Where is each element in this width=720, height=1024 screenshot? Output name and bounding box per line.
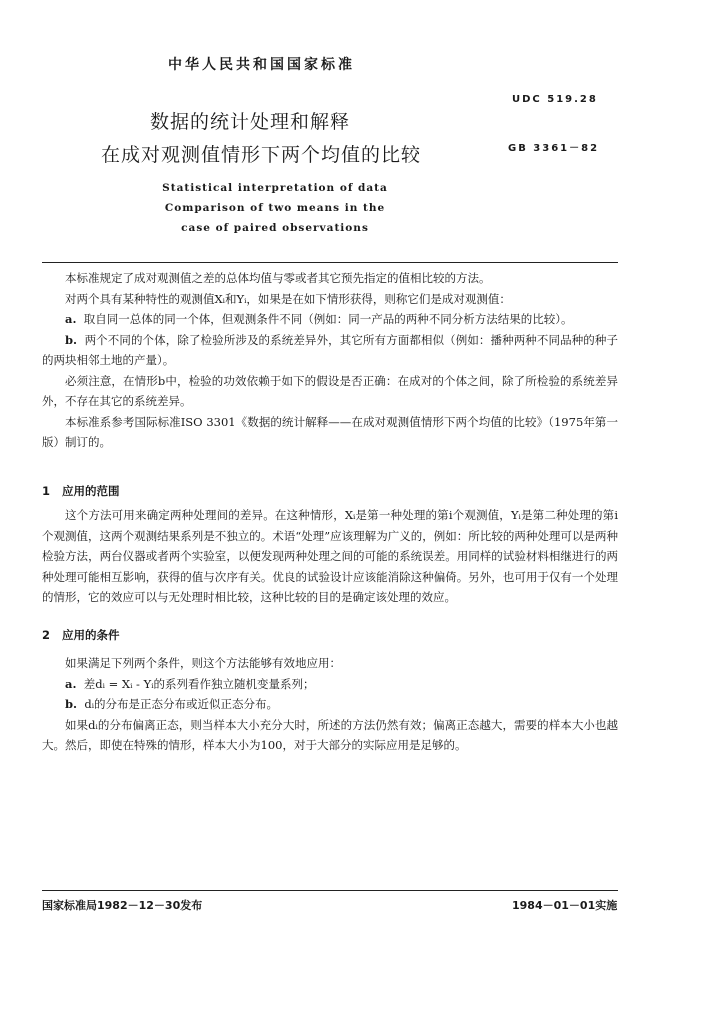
section-2-number: 2 (42, 628, 51, 642)
issue-date: 国家标准局1982－12－30发布 (42, 899, 203, 912)
section-2-body (42, 653, 618, 756)
title-english-line2: Comparison of two means in the (164, 202, 386, 214)
section-2-item-b (42, 694, 618, 715)
title-english (150, 178, 400, 238)
intro-item-a (42, 309, 618, 330)
intro-item-b (42, 330, 618, 371)
section-1-heading (42, 483, 120, 499)
intro-item-a-label: a. (65, 312, 77, 326)
section-2-item-b-label: b. (65, 697, 78, 711)
udc-code: UDC 519.28 (512, 94, 598, 105)
intro-item-b-text: 两个不同的个体，除了检验所涉及的系统差异外，其它所有方面都相似（例如：播种两种不同品种的种子的两块相邻土地的产量）。 (42, 332, 619, 367)
top-divider (42, 262, 618, 263)
section-1-paragraph: 这个方法可用来确定两种处理间的差异。在这种情形，Xᵢ是第一种处理的第i个观测值，Yᵢ是第二种处理的第i个观测值，这两个观测结果系列是不独立的。术语“处理”应该理解为广义的，例如：所比较的两种处理可以是两种检验方法，两台仪器或者两个实验室，以便发现两种处理之间的可能的系统误差。用同样的试验材料相继进行的两种处理可能相互影响，获得的值与次序有关。优良的试验设计应该能消除这种偏倚。另外，也可用于仅有一个处理的情形，它的效应可以与无处理时相比较，这种比较的目的是确定该处理的效应。 (42, 508, 618, 604)
effective-date: 1984－01－01实施 (512, 899, 618, 912)
section-1-title: 应用的范围 (62, 484, 120, 498)
section-2-item-b-text: dᵢ的分布是正态分布或近似正态分布。 (84, 697, 279, 711)
title-english-line3: case of paired observations (181, 222, 369, 234)
section-2-item-a-label: a. (65, 676, 77, 691)
title-chinese-line2: 在成对观测值情形下两个均值的比较 (101, 144, 422, 166)
intro-paragraph-1: 本标准规定了成对观测值之差的总体均值与零或者其它预先指定的值相比较的方法。 (65, 271, 491, 285)
intro-item-a-text: 取自同一总体的同一个体，但观测条件不同（例如：同一产品的两种不同分析方法结果的比较）。 (83, 312, 573, 326)
intro-paragraph-2: 对两个具有某种特性的观测值Xᵢ和Yᵢ，如果是在如下情形获得，则称它们是成对观测值： (65, 291, 511, 306)
section-2-item-a-text: 差dᵢ = Xᵢ - Yᵢ的系列看作独立随机变量系列； (83, 676, 315, 691)
section-2-paragraph-2: 如果dᵢ的分布偏离正态，则当样本大小充分大时，所述的方法仍然有效；偏离正态越大，需要的样本大小也越大。然后，即使在特殊的情形，样本大小为100，对于大部分的实际应用是足够的。 (42, 717, 618, 752)
title-chinese-line1: 数据的统计处理和解释 (150, 111, 351, 133)
section-1-number: 1 (42, 484, 51, 498)
intro-paragraph-3: 必须注意，在情形b中，检验的功效依赖于如下的假设是否正确：在成对的个体之间，除了所检验的系统差异外，不存在其它的系统差异。 (42, 373, 618, 408)
section-2-item-a (42, 674, 618, 695)
intro-paragraph-4: 本标准系参考国际标准ISO 3301《数据的统计解释——在成对观测值情形下两个均值的比较》（1975年第一版）制订的。 (42, 414, 618, 449)
title-english-line1: Statistical interpretation of data (162, 182, 388, 194)
section-2-title: 应用的条件 (62, 628, 120, 642)
gb-standard-number: GB 3361－82 (508, 143, 600, 154)
section-1-body (42, 505, 618, 608)
intro-section (42, 268, 618, 453)
section-2-heading (42, 627, 120, 643)
bottom-divider (42, 890, 618, 891)
section-2-paragraph-1: 如果满足下列两个条件，则这个方法能够有效地应用： (65, 656, 341, 670)
intro-item-b-label: b. (65, 332, 78, 347)
standard-body-header: 中华人民共和国国家标准 (168, 57, 355, 73)
